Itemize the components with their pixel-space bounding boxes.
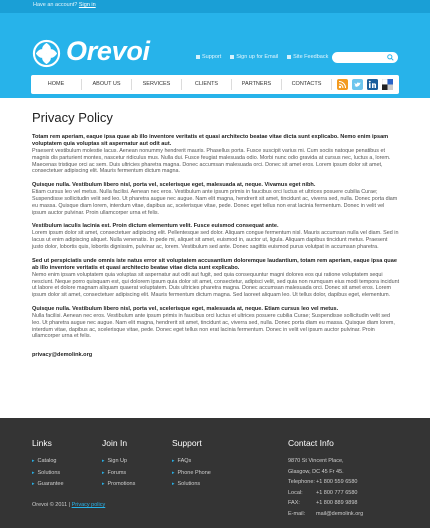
nav-divider xyxy=(331,79,332,90)
nav-partners[interactable]: PARTNERS xyxy=(241,81,272,87)
email-icon xyxy=(230,55,234,59)
bullet-icon: ▸ xyxy=(32,458,35,464)
policy-paragraph xyxy=(32,306,400,340)
copyright-text: Orevoi © 2011 | xyxy=(32,502,71,508)
nav-services[interactable]: SERVICES xyxy=(142,81,171,87)
site-feedback-link[interactable]: Site Feedback xyxy=(287,54,328,60)
search-icon[interactable] xyxy=(387,54,394,61)
paragraph-body: Nemo enim ipsam voluptatem quia voluptas sit aspernatur aut odit aut fugit, sed quia consequuntur magni dolores eos qui ratione voluptatem sequi nesciunt. Neque porro quisquam est, qui dolorem ipsum quia dolor sit amet, consectetur, adipisci velit, sed quia non numquam eius modi tempora incidunt ut labore et dolore magnam aliquam quaerat voluptatem. Duis ultricies pharetra magna. Donec accumsan malesuada orci. Donec sit amet eros. Lorem ipsum dolor sit amet, consectetuer adipiscing elit. Mauris fermentum dictum magna. Sed laoreet aliquam leo. Ut tellus dolor, dapibus eget, elementum. xyxy=(32,271,400,299)
bullet-icon: ▸ xyxy=(102,469,105,476)
copyright xyxy=(32,502,105,508)
bullet-icon: ▸ xyxy=(32,481,35,487)
footer-link-support-solutions[interactable]: ▸ Solutions xyxy=(172,481,201,487)
footer-links-column xyxy=(32,438,64,491)
account-prompt xyxy=(33,2,96,8)
paragraph-lead: Vestibulum iaculis lacinia est. Proin dictum elementum velit. Fusce euismod consequat ante. xyxy=(32,223,279,230)
rss-icon[interactable] xyxy=(337,79,348,90)
paragraph-body: Etiam cursus leo vel metus. Nulla facilisi. Aenean nec eros. Vestibulum ante ipsum primis in faucibus orci luctus et ultrices posuere cubilia Curae; Suspendisse sollicitudin velit sed leo. Ut pharetra augue nec augue. Nam elit magna, hendrerit sit amet, tincidunt ac, viverra sed, nulla. Donec porta diam eu massa. Quisque diam lorem, interdum vitae, dapibus ac, scelerisque vitae, pede. Donec eget tellus non erat lacinia fermentum. Donec in velit vel ipsum auctor pulvinar. Proin ullamcorper urna et felis. xyxy=(32,189,398,216)
contact-local: Local: +1 800 777 6580 xyxy=(288,489,358,496)
policy-paragraph xyxy=(32,258,400,299)
footer-joinin-title: Join In xyxy=(102,438,128,448)
privacy-policy-link[interactable]: Privacy policy xyxy=(71,502,106,508)
bullet-icon: ▸ xyxy=(102,458,105,464)
header xyxy=(0,0,430,98)
email-signup-link[interactable]: Sign up for Email xyxy=(230,54,278,60)
paragraph-lead: Quisque nulla. Vestibulum libero nisl, porta vel, scelerisque eget, malesuada at, neque. Etiam cursus leo vel metus. xyxy=(32,305,339,312)
contact-email: E-mail: mail@demolink.org xyxy=(288,510,364,517)
footer-contact-title: Contact Info xyxy=(288,438,334,448)
footer-link-phone[interactable]: ▸ Phone Phone xyxy=(172,469,211,476)
footer-link-catalog[interactable]: ▸ Catalog xyxy=(32,458,57,464)
contact-address-line: 9870 St Vincent Place, xyxy=(288,458,344,464)
footer xyxy=(0,418,430,528)
footer-link-guarantee[interactable]: ▸ Guarantee xyxy=(32,481,64,487)
bullet-icon: ▸ xyxy=(172,469,175,476)
footer-links-title: Links xyxy=(32,438,52,448)
contact-fax: FAX: +1 800 889 9898 xyxy=(288,500,358,506)
paragraph-body: Lorem ipsum dolor sit amet, consectetuer adipiscing elit. Pellentesque sed dolor. Aliquam congue fermentum nisl. Mauris accumsan nulla vel diam. Sed in lacus ut enim adipiscing aliquet. Nulla venenatis. In pede mi, aliquet sit amet, euismod in, auctor ut, ligula. Aliquam dapibus tincidunt metus. Praesent justo dolor, lobortis quis, lobortis dignissim, pulvinar ac, lorem. Vestibulum sed ante. Donec sagittis euismod purus volutpat in accumsan pharetra. xyxy=(32,230,399,250)
footer-link-faqs[interactable]: ▸ FAQs xyxy=(172,458,192,464)
footer-link-promotions[interactable]: ▸ Promotions xyxy=(102,481,136,487)
page-title: Privacy Policy xyxy=(32,110,113,125)
search-box xyxy=(332,52,398,63)
paragraph-lead: Quisque nulla. Vestibulum libero nisl, porta vel, scelerisque eget, malesuada at, neque. Vivamus eget nibh. xyxy=(32,182,316,189)
paragraph-body: Nulla facilisi. Aenean nec eros. Vestibulum ante ipsum primis in faucibus orci luctus et ultrices posuere cubilia Curae; Suspendisse sollicitudin velit sed leo. Ut pharetra augue nec augue. Nam elit magna, hendrerit sit amet, tincidunt ac, viverra sed, nulla. Donec porta diam eu massa. Quisque diam lorem, interdum vitae, dapibus ac, scelerisque vitae, pede. Donec eget tellus non erat lacinia fermentum. Donec in velit vel ipsum auctor pulvinar. Proin ullamcorper urna et felis. xyxy=(32,312,395,340)
sign-in-link[interactable]: Sign in xyxy=(78,2,96,8)
contact-address-line: Glasgow, DC 45 Fr 45. xyxy=(288,468,344,475)
support-icon xyxy=(196,55,200,59)
paragraph-lead: Sed ut perspiciatis unde omnis iste natus error sit voluptatem accusantium doloremque laudantium, totam rem aperiam, eaque ipsa quae ab illo inventore veritatis et quasi architecto beatae vitae dicta sunt explicabo. xyxy=(32,257,397,271)
delicious-icon[interactable] xyxy=(382,79,393,90)
top-links xyxy=(196,54,328,60)
brand-name[interactable]: Orevoi xyxy=(66,36,150,66)
nav-clients[interactable]: CLIENTS xyxy=(194,81,219,87)
paragraph-body: Praesent vestibulum molestie lacus. Aenean nonummy hendrerit mauris. Phasellus porta. Fusce suscipit varius mi. Cum sociis natoque penatibus et magnis dis parturient montes, nascetur ridiculus mus. Nulla dui. Fusce feugiat malesuada odio. Morbi nunc odio gravida at cursus nec, luctus a, lorem. Maecenas tristique orci ac sem. Duis ultricies pharetra magna. Donec accumsan malesuada orci. Donec sit amet eros. Lorem ipsum dolor sit amet, consectetuer adipiscing elit. Mauris fermentum dictum magna. xyxy=(32,148,391,175)
linkedin-icon[interactable] xyxy=(367,79,378,90)
account-text: Have an account? xyxy=(33,2,78,8)
main-nav xyxy=(31,75,399,94)
bullet-icon: ▸ xyxy=(172,481,175,487)
nav-home[interactable]: HOME xyxy=(47,81,65,87)
twitter-icon[interactable] xyxy=(352,79,363,90)
contact-telephone: Telephone:+1 800 559 6580 xyxy=(288,479,358,485)
footer-contact-column xyxy=(288,438,363,519)
paragraph-lead: Totam rem aperiam, eaque ipsa quae ab illo inventore veritatis et quasi architecto beatae vitae dicta sunt explicabo. Nemo enim ipsam voluptatem quia voluptas sit aspernatur aut odit aut. xyxy=(32,134,389,147)
footer-joinin-column xyxy=(102,438,135,491)
footer-support-column xyxy=(172,438,211,491)
footer-link-solutions[interactable]: ▸ Solutions xyxy=(32,469,61,476)
policy-paragraph xyxy=(32,134,400,175)
support-link[interactable]: Support xyxy=(196,54,221,60)
orevoi-logo-icon[interactable] xyxy=(32,39,61,68)
policy-paragraph xyxy=(32,182,400,216)
top-bar xyxy=(0,0,430,13)
policy-paragraph xyxy=(32,223,400,250)
nav-contacts[interactable]: CONTACTS xyxy=(291,81,322,87)
footer-link-forums[interactable]: ▸ Forums xyxy=(102,469,127,476)
bullet-icon: ▸ xyxy=(172,458,175,464)
bullet-icon: ▸ xyxy=(32,469,35,476)
main-content xyxy=(32,110,400,358)
feedback-icon xyxy=(287,55,291,59)
nav-about-us[interactable]: ABOUT US xyxy=(92,81,121,87)
footer-support-title: Support xyxy=(172,438,202,448)
footer-link-sign-up[interactable]: ▸ Sign Up xyxy=(102,458,128,464)
search-input[interactable] xyxy=(337,53,387,62)
bullet-icon: ▸ xyxy=(102,481,105,487)
privacy-email[interactable]: privacy@demolink.org xyxy=(32,352,93,359)
